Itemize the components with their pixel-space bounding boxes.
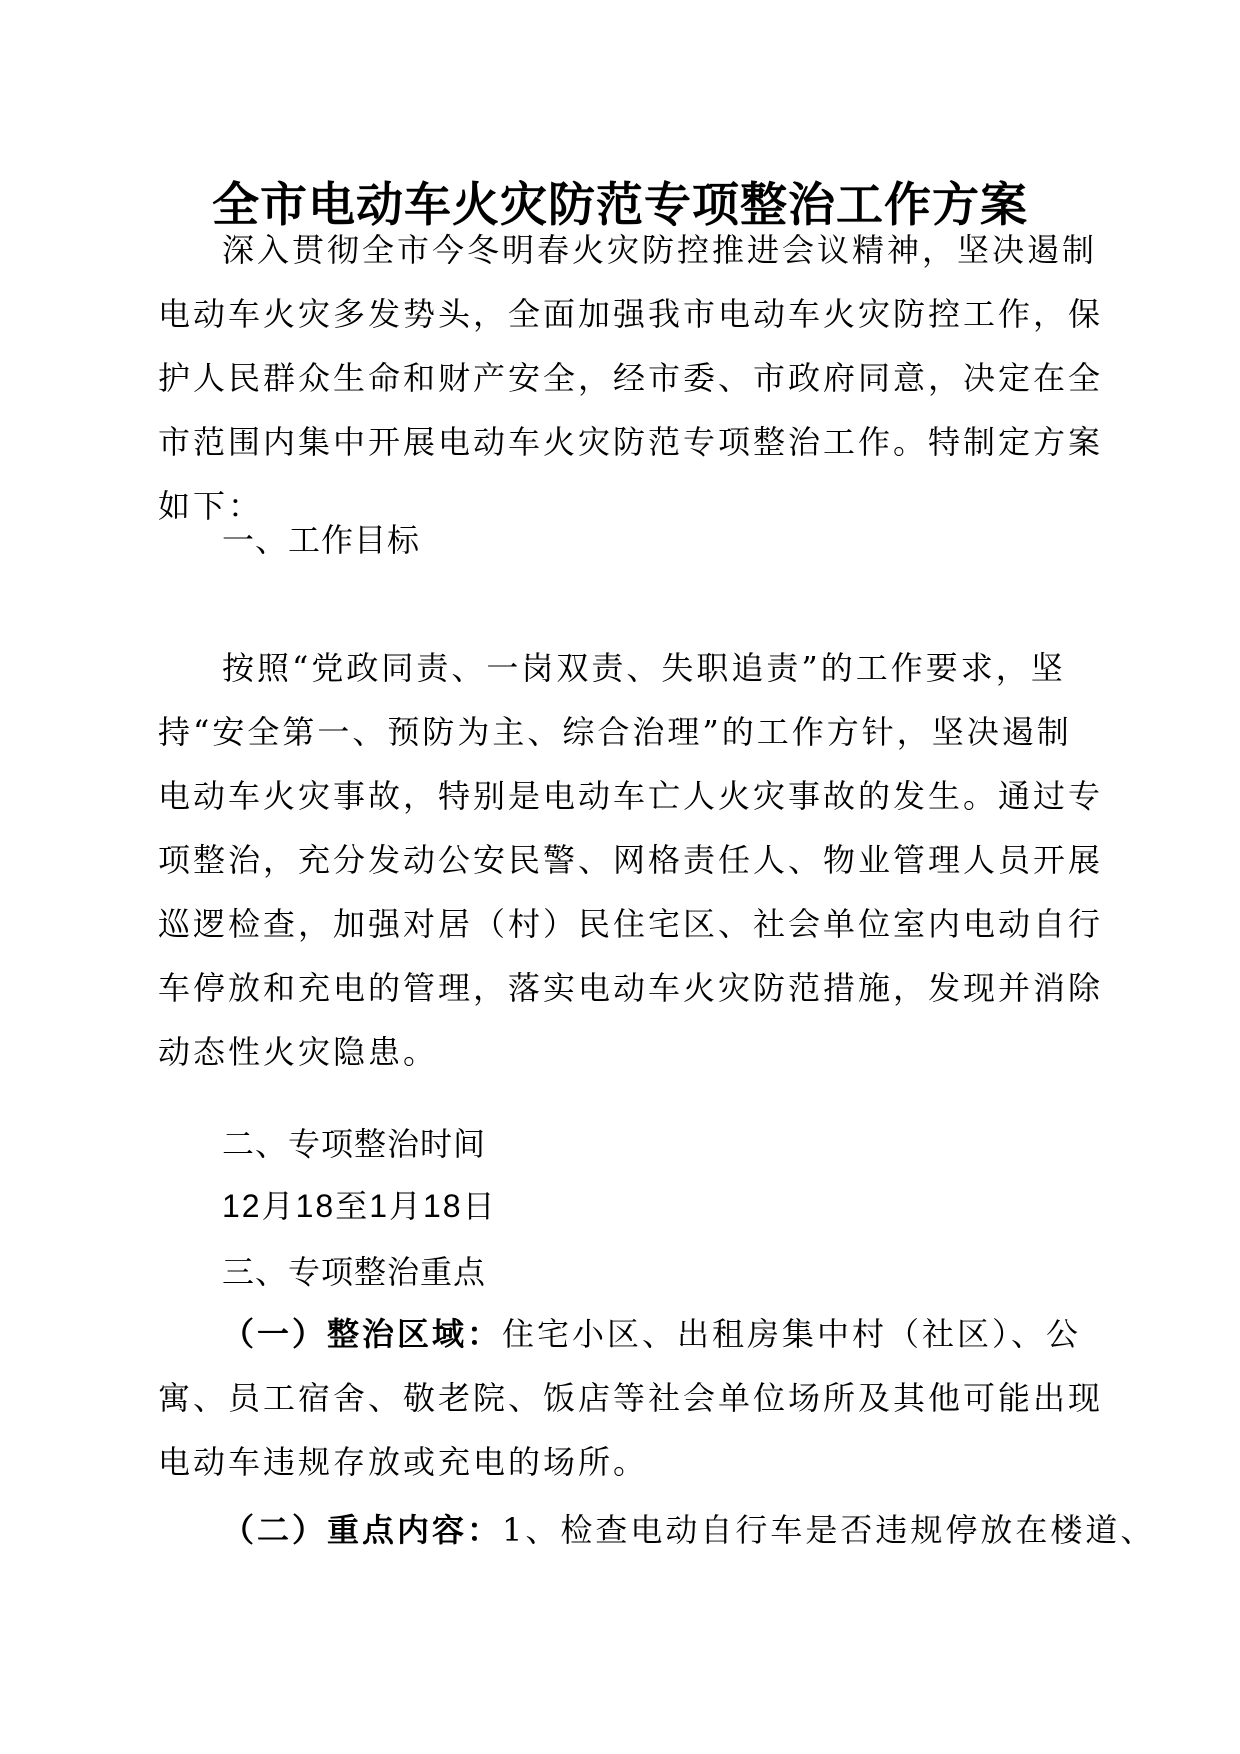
paragraph-line: 按照“党政同责、一岗双责、失职追责”的工作要求，坚 bbox=[222, 649, 1066, 687]
remediation-period: 12月18至1月18日 bbox=[222, 1188, 497, 1224]
paragraph-line bbox=[158, 1302, 1082, 1366]
intro-paragraph bbox=[158, 218, 1104, 538]
paragraph-line bbox=[158, 1498, 1156, 1562]
paragraph-line: 如下： bbox=[158, 487, 264, 525]
section-heading-goals: 一、工作目标 bbox=[222, 521, 421, 559]
item-text: 住宅小区、出租房集中村（社区）、公 bbox=[502, 1315, 1082, 1353]
goals-paragraph bbox=[158, 636, 1104, 1084]
section-heading-time: 二、专项整治时间 bbox=[222, 1125, 487, 1163]
paragraph-line: 电动车火灾多发势头，全面加强我市电动车火灾防控工作，保 bbox=[158, 295, 1104, 333]
paragraph-line: 市范围内集中开展电动车火灾防范专项整治工作。特制定方案 bbox=[158, 423, 1104, 461]
paragraph-line: 动态性火灾隐患。 bbox=[158, 1033, 439, 1071]
item-label-content: （二）重点内容： bbox=[222, 1511, 503, 1549]
paragraph-line: 电动车违规存放或充电的场所。 bbox=[158, 1443, 649, 1481]
paragraph-line: 项整治，充分发动公安民警、网格责任人、物业管理人员开展 bbox=[158, 841, 1104, 879]
section-heading-focus: 三、专项整治重点 bbox=[222, 1253, 487, 1291]
paragraph-line: 护人民群众生命和财产安全，经市委、市政府同意，决定在全 bbox=[158, 359, 1104, 397]
paragraph-line: 寓、员工宿舍、敬老院、饭店等社会单位场所及其他可能出现 bbox=[158, 1379, 1104, 1417]
paragraph-line: 电动车火灾事故，特别是电动车亡人火灾事故的发生。通过专 bbox=[158, 777, 1104, 815]
focus-content-paragraph bbox=[158, 1498, 1156, 1562]
paragraph-line: 深入贯彻全市今冬明春火灾防控推进会议精神，坚决遏制 bbox=[222, 231, 1098, 269]
item-label-area: （一）整治区域： bbox=[222, 1315, 503, 1353]
focus-area-paragraph bbox=[158, 1302, 1104, 1494]
paragraph-line: 车停放和充电的管理，落实电动车火灾防范措施，发现并消除 bbox=[158, 969, 1104, 1007]
item-text: 1、检查电动自行车是否违规停放在楼道、 bbox=[502, 1511, 1156, 1549]
paragraph-line: 持“安全第一、预防为主、综合治理”的工作方针，坚决遏制 bbox=[158, 713, 1072, 751]
document-title: 全市电动车火灾防范专项整治工作方案 bbox=[212, 178, 1028, 233]
paragraph-line: 巡逻检查，加强对居（村）民住宅区、社会单位室内电动自行 bbox=[158, 905, 1104, 943]
